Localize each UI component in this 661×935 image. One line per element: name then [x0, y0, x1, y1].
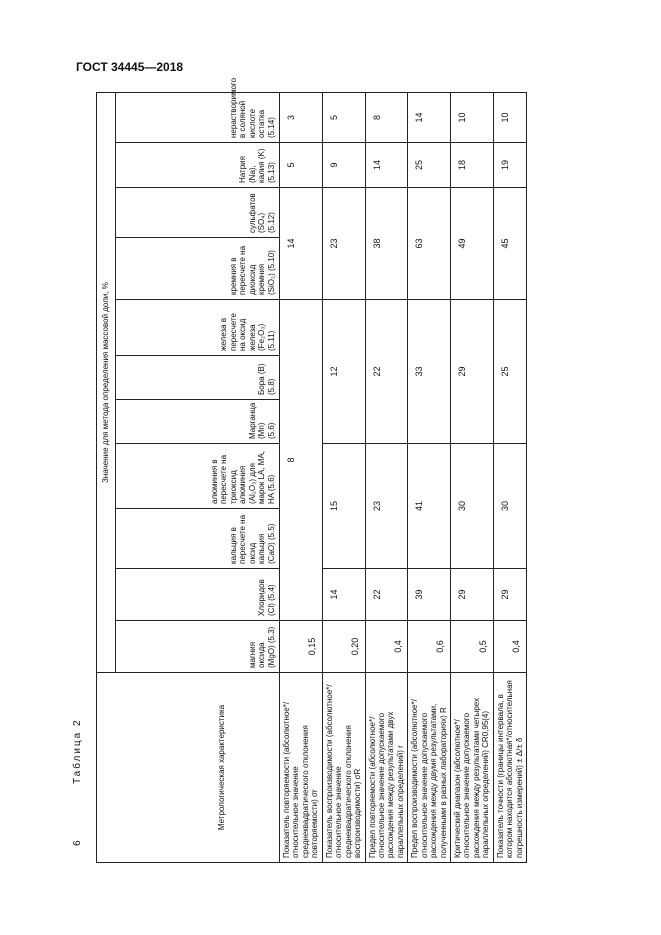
merged-cell: 12	[322, 300, 365, 444]
table-cell: 18	[451, 143, 494, 188]
merged-cell: 45	[493, 188, 526, 300]
merged-cell: 22	[365, 300, 408, 444]
col-header-cl: Хлоридов (Cl) (5.4)	[116, 569, 280, 621]
table-cell: 14	[322, 569, 365, 621]
table-cell: 29	[493, 569, 526, 621]
table-cell: 3	[280, 92, 323, 142]
table-cell: 0,4	[493, 621, 526, 673]
table-row	[408, 92, 451, 862]
merged-cell: 23	[365, 444, 408, 569]
document-header: ГОСТ 34445—2018	[76, 60, 184, 74]
page-number: 6	[72, 840, 83, 846]
table-cell: 19	[493, 143, 526, 188]
col-header-al2o3: алюминия в пересчете на триоксид алюминия (Al₂O₃) для марок LA, MA, HA (5.6)	[116, 444, 280, 509]
table-cell: 5	[322, 92, 365, 142]
merged-cell: 30	[493, 444, 526, 569]
row-label: Предел воспроизводимости (абсолютное*/относительное значение допускаемого расхождения между двумя результатами, полученными в разных лабораториях) R	[408, 673, 451, 863]
table-cell: 0,15	[280, 621, 323, 673]
row-label: Критический диапазон (абсолютное*/относительное значение допускаемого расхождения между результатами четырех параллельных определений) CR0,95(4)	[451, 673, 494, 863]
col-header-mgo: магния оксида (MgO) (5.3)	[116, 621, 280, 673]
table-row	[493, 92, 526, 862]
table-row	[322, 92, 365, 862]
merged-cell: 23	[322, 188, 365, 300]
table-row	[365, 92, 408, 862]
table-cell: 39	[408, 569, 451, 621]
metrology-table	[96, 77, 527, 863]
table-cell: 0,5	[451, 621, 494, 673]
col-header-mn: Марганца (Mn) (5.6)	[116, 400, 280, 444]
row-label: Показатель повторяемости (абсолютное*/относительное значение среднеквадратического отклонения повторяемости) σr	[280, 673, 323, 863]
rotated-table-container	[96, 77, 524, 863]
table-cell: 10	[451, 92, 494, 142]
table-row	[451, 92, 494, 862]
table-cell: 22	[365, 569, 408, 621]
col-header-cao: кальция в пересчете на оксид кальция (CaO) (5.5)	[116, 509, 280, 569]
table-cell: 0,6	[408, 621, 451, 673]
table-cell: 29	[451, 569, 494, 621]
table-cell: 25	[408, 143, 451, 188]
col-header-so4: сульфатов (SO₄) (5.12)	[116, 188, 280, 238]
col-header-b: Бора (B) (5.8)	[116, 356, 280, 400]
table-cell: 10	[493, 92, 526, 142]
table-cell: 14	[365, 143, 408, 188]
table-cell: 0,4	[365, 621, 408, 673]
row-label: Предел повторяемости (абсолютное*/относительное значение допускаемого расхождения между результатами двух параллельных определений) r	[365, 673, 408, 863]
col-header-fe2o3: железа в пересчете на оксид железа (Fe₂O₃) (5.11)	[116, 300, 280, 356]
table-caption: Таблица 2	[72, 718, 83, 784]
table-cell: 14	[408, 92, 451, 142]
merged-cell: 33	[408, 300, 451, 444]
col-header-insoluble: нерастворимого в соляной кислоте остатка (5.14)	[116, 92, 280, 142]
table-row	[280, 92, 323, 862]
table-cell: 0,20	[322, 621, 365, 673]
merged-cell: 14	[280, 188, 323, 300]
merged-cell: 25	[493, 300, 526, 444]
col-header-na-k: Натрия (Na), калия (K) (5.13)	[116, 143, 280, 188]
merged-cell: 49	[451, 188, 494, 300]
merged-cell: 30	[451, 444, 494, 569]
row-label: Показатель точности (границы интервала, в котором находится абсолютная*/относительная погрешность измерений) ± Δ/± δ	[493, 673, 526, 863]
merged-cell: 38	[365, 188, 408, 300]
merged-cell: 29	[451, 300, 494, 444]
method-header: Значение для метода определения массовой доли, %	[97, 92, 116, 672]
col-header-sio2: кремния в пересчете на диоксид кремния (SiO₂) (5.10)	[116, 238, 280, 300]
table-cell: 8	[365, 92, 408, 142]
table-cell: 9	[322, 143, 365, 188]
merged-cell: 8	[280, 300, 323, 621]
merged-cell: 63	[408, 188, 451, 300]
merged-cell: 41	[408, 444, 451, 569]
row-label: Показатель воспроизводимости (абсолютное*/относительное значение среднеквадратического отклонения воспроизводимости) σR	[322, 673, 365, 863]
corner-header: Метрологическая характеристика	[97, 673, 280, 863]
table-cell: 5	[280, 143, 323, 188]
merged-cell: 15	[322, 444, 365, 569]
